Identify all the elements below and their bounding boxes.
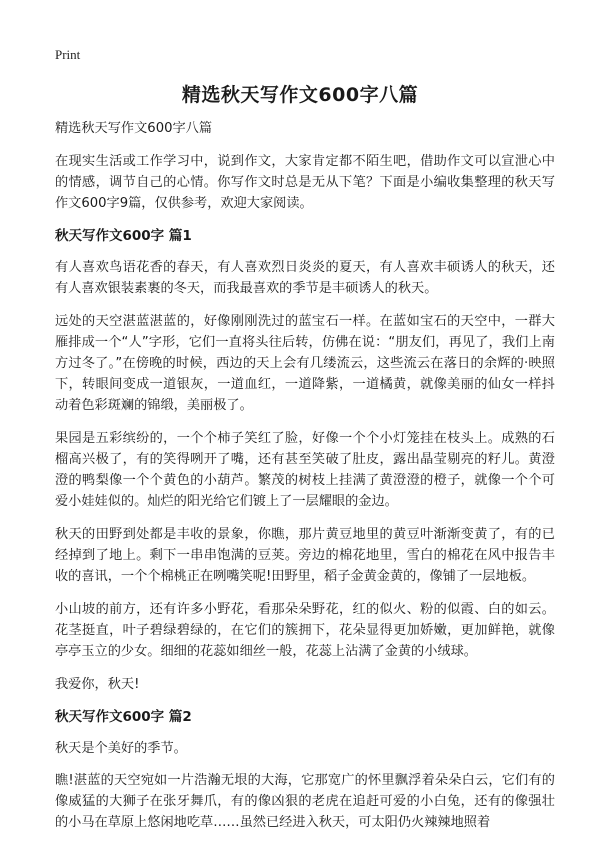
section-heading: 秋天写作文600字 篇1 [55,228,192,244]
paragraph: 远处的天空湛蓝湛蓝的，好像刚刚洗过的蓝宝石一样。在蓝如宝石的天空中，一群大雁排成一个“人”字形，它们一直将头往后转，仿佛在说：“朋友们，再见了，我们上南方过冬了。”在傍晚的时候，西边的天上会有几缕流云，这些流云在落日的余辉的·映照下，转眼间变成一道银灰，一道血红，一道降紫，一道橘黄，就像美丽的仙女一样抖动着色彩斑斓的锦缎，美丽极了。 [55,314,555,413]
intro-paragraph: 在现实生活或工作学习中，说到作文，大家肯定都不陌生吧，借助作文可以宣泄心中的情感，调节自己的心情。你写作文时总是无从下笔？下面是小编收集整理的秋天写作文600字9篇，仅供参考，欢迎大家阅读。 [55,154,555,211]
section-heading: 秋天写作文600字 篇2 [55,709,192,725]
page-title: 精选秋天写作文600字八篇 [181,84,419,106]
paragraph: 我爱你，秋天! [55,677,140,692]
article-subtitle: 精选秋天写作文600字八篇 [55,121,213,136]
paragraph: 秋天是个美好的季节。 [55,741,187,756]
paragraph: 秋天的田野到处都是丰收的景象，你瞧，那片黄豆地里的黄豆叶渐渐变黄了，有的已经掉到了地上。剩下一串串饱满的豆荚。旁边的棉花地里，雪白的棉花在风中报告丰收的喜讯，一个个棉桃正在咧嘴笑呢!田野里，稻子金黄金黄的，像铺了一层地板。 [55,527,555,584]
paragraph: 有人喜欢鸟语花香的春天，有人喜欢烈日炎炎的夏天，有人喜欢丰硕诱人的秋天，还有人喜欢银装素裹的冬天，而我最喜欢的季节是丰硕诱人的秋天。 [55,260,555,296]
paragraph: 小山坡的前方，还有许多小野花，看那朵朵野花，红的似火、粉的似霞、白的如云。花茎挺直，叶子碧绿碧绿的，在它们的簇拥下，花朵显得更加娇嫩，更加鲜艳，就像亭亭玉立的少女。细细的花蕊如细丝一般，花蕊上沾满了金黄的小绒球。 [55,602,555,659]
article-body [55,118,555,845]
paragraph: 果园是五彩缤纷的，一个个柿子笑红了脸，好像一个个小灯笼挂在枝头上。成熟的石榴高兴极了，有的笑得咧开了嘴，还有甚至笑破了肚皮，露出晶莹剔亮的籽儿。黄澄澄的鸭梨像一个个黄色的小葫芦。繁茂的树枝上挂满了黄澄澄的橙子，就像一个个可爱小娃娃似的。灿烂的阳光给它们镀上了一层耀眼的金边。 [55,431,555,509]
paragraph: 瞧!湛蓝的天空宛如一片浩瀚无垠的大海，它那宽广的怀里飘浮着朵朵白云，它们有的像威猛的大狮子在张牙舞爪，有的像凶狠的老虎在追赶可爱的小白兔，还有的像强壮的小马在草原上悠闲地吃草……虽然已经进入秋天，可太阳仍火辣辣地照着 [55,773,555,830]
print-label: Print [55,47,81,62]
